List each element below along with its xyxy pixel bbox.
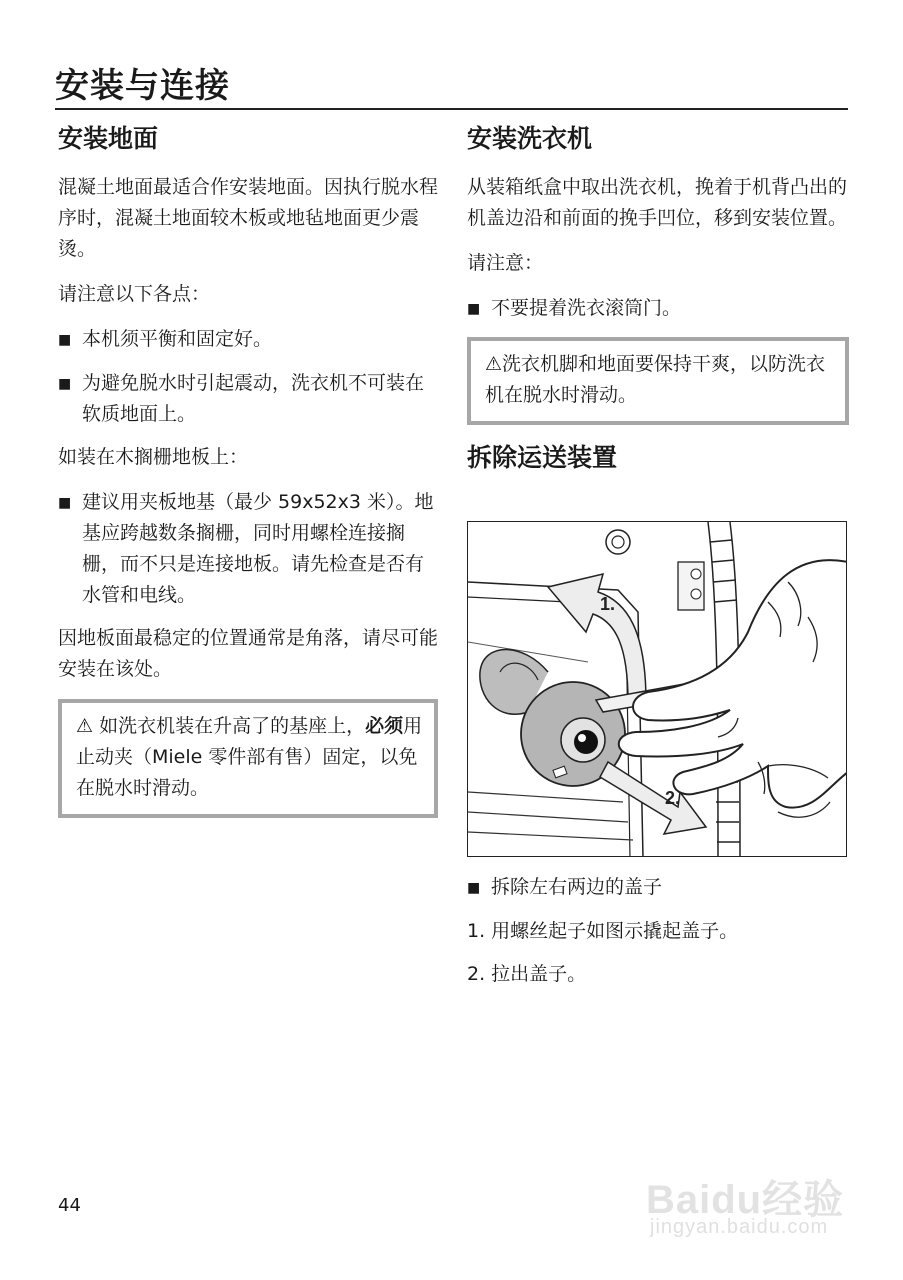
install-paragraph: 从装箱纸盒中取出洗衣机，挽着于机背凸出的机盖边沿和前面的挽手凹位，移到安装位置。 <box>467 176 848 229</box>
step-item: 1. 用螺丝起子如图示撬起盖子。 <box>467 920 739 942</box>
watermark <box>636 1150 866 1250</box>
step-1-label: 1. <box>600 594 616 614</box>
square-bullet-icon: ■ <box>467 301 481 317</box>
list-item: ■ 本机须平衡和固定好。 <box>58 324 438 356</box>
warning-triangle-icon: ⚠ <box>485 353 503 375</box>
note-intro: 请注意以下各点： <box>58 283 211 305</box>
list-item: ■ 拆除左右两边的盖子 <box>467 872 849 904</box>
section-heading-transport: 拆除运送装置 <box>467 443 618 472</box>
section-heading-floor: 安装地面 <box>58 124 159 153</box>
note-intro: 请注意： <box>467 252 544 274</box>
page-number: 44 <box>58 1195 81 1216</box>
right-column <box>467 118 849 491</box>
watermark-logo: Baidu经验 <box>646 1178 845 1222</box>
warning-box: ⚠ 如洗衣机装在升高了的基座上，必须用止动夹（Miele 零件部有售）固定，以免在脱水时滑动。 <box>58 699 438 818</box>
watermark-url: jingyan.baidu.com <box>650 1216 829 1238</box>
steps-block <box>467 872 849 1002</box>
floor-paragraph: 混凝土地面最适合作安装地面。因执行脱水程序时，混凝土地面较木板或地毡地面更少震烫。 <box>58 176 439 260</box>
warning-box: ⚠洗衣机脚和地面要保持干爽，以防洗衣机在脱水时滑动。 <box>467 337 849 425</box>
step-item: 2. 拉出盖子。 <box>467 963 587 985</box>
page-title: 安装与连接 <box>55 66 230 106</box>
transport-device-illustration <box>467 521 847 857</box>
list-item: ■ 为避免脱水时引起震动，洗衣机不可装在软质地面上。 <box>58 368 438 430</box>
list-item: ■ 不要提着洗衣滚筒门。 <box>467 293 849 325</box>
square-bullet-icon: ■ <box>58 376 72 392</box>
list-item: ■ 建议用夹板地基（最少 59x52x3 米）。地基应跨越数条搁栅，同时用螺栓连接搁栅，而不只是连接地板。请先检查是否有水管和电线。 <box>58 487 438 611</box>
title-divider <box>55 108 848 110</box>
warning-emphasis: 必须 <box>365 715 404 737</box>
square-bullet-icon: ■ <box>58 332 72 348</box>
warning-triangle-icon: ⚠ <box>76 715 94 737</box>
square-bullet-icon: ■ <box>467 880 481 896</box>
section-heading-install: 安装洗衣机 <box>467 124 593 153</box>
step-2-label: 2. <box>665 788 681 808</box>
left-column <box>58 118 438 818</box>
corner-paragraph: 因地板面最稳定的位置通常是角落，请尽可能安装在该处。 <box>58 627 439 680</box>
square-bullet-icon: ■ <box>58 495 72 511</box>
wood-floor-intro: 如装在木搁栅地板上： <box>58 446 249 468</box>
